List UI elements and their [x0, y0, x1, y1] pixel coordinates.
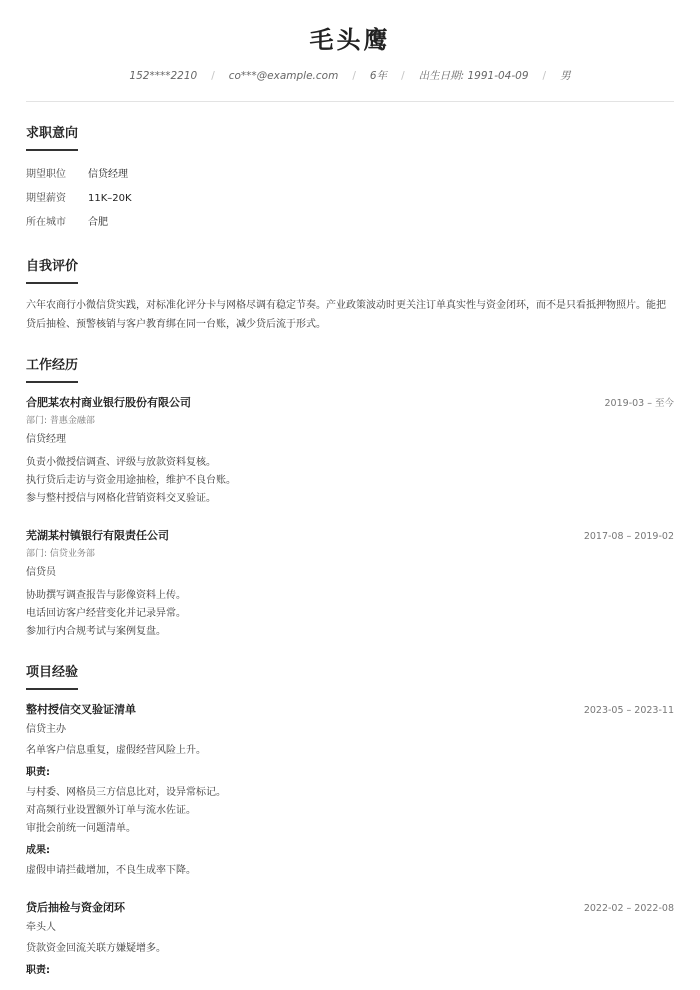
duties-label: 职责:	[26, 965, 50, 976]
intent-value: 合肥	[88, 217, 108, 228]
duty-item: 执行贷后走访与资金用途抽检，维护不良台账。	[26, 475, 236, 486]
section-title: 工作经历	[26, 358, 78, 383]
gender: 男	[560, 70, 571, 82]
duty-item: 协助撰写调查报告与影像资料上传。	[26, 590, 186, 601]
work-years: 6年	[369, 70, 388, 82]
intent-value: 11K–20K	[88, 193, 132, 204]
job-role: 信贷经理	[26, 434, 66, 445]
email-address: co***@example.com	[228, 70, 339, 82]
project-name: 贷后抽检与资金闭环	[26, 901, 125, 914]
intent-row	[26, 187, 674, 211]
birth-date: 出生日期: 1991-04-09	[418, 70, 529, 82]
department: 部门: 信贷业务部	[26, 549, 95, 559]
work-entry	[26, 395, 674, 508]
project-name: 整村授信交叉验证清单	[26, 703, 136, 716]
section-job-intent	[26, 122, 674, 235]
self-evaluation-text: 六年农商行小微信贷实践，对标准化评分卡与网格尽调有稳定节奏。产业政策波动时更关注订单真实性与资金闭环，而不是只看抵押物照片。能把贷后抽检、预警核销与客户教育绑在同一台账，减少贷后流于形式。	[26, 300, 666, 330]
intent-row	[26, 163, 674, 187]
separator: /	[401, 70, 405, 82]
company-name: 合肥某农村商业银行股份有限公司	[26, 396, 191, 409]
section-title: 项目经验	[26, 665, 78, 690]
project-role: 牵头人	[26, 922, 56, 933]
duty-item: 电话回访客户经营变化并记录异常。	[26, 608, 186, 619]
work-duties	[26, 454, 674, 508]
project-duties	[26, 784, 674, 838]
separator: /	[542, 70, 547, 82]
project-entry	[26, 702, 674, 880]
date-range: 2019-03 – 至今	[604, 398, 674, 409]
section-title: 自我评价	[26, 259, 78, 284]
section-self-evaluation	[26, 255, 674, 334]
project-description: 名单客户信息重复，虚假经营风险上升。	[26, 745, 206, 756]
company-name: 芜湖某村镇银行有限责任公司	[26, 529, 169, 542]
intent-key: 所在城市	[26, 217, 66, 228]
intent-list	[26, 163, 674, 235]
duty-item: 参与整村授信与网格化营销资料交叉验证。	[26, 493, 216, 504]
candidate-name: 毛头鹰	[309, 26, 391, 54]
duty-item: 参加行内合规考试与案例复盘。	[26, 626, 166, 637]
job-role: 信贷员	[26, 567, 56, 578]
separator: /	[352, 70, 356, 82]
project-description: 贷款资金回流关联方嫌疑增多。	[26, 943, 166, 954]
duty-item: 审批会前统一问题清单。	[26, 823, 136, 834]
work-entry	[26, 528, 674, 641]
resume-header	[26, 0, 674, 84]
section-projects	[26, 661, 674, 979]
date-range: 2022-02 – 2022-08	[583, 903, 674, 914]
duty-item: 对高频行业设置额外订单与流水佐证。	[26, 805, 196, 816]
contact-line	[26, 68, 674, 84]
intent-key: 期望职位	[26, 169, 66, 180]
section-title: 求职意向	[26, 126, 78, 151]
work-duties	[26, 587, 674, 641]
intent-key: 期望薪资	[26, 193, 66, 204]
date-range: 2017-08 – 2019-02	[583, 531, 674, 542]
duty-item: 与村委、网格员三方信息比对，设异常标记。	[26, 787, 226, 798]
duties-label: 职责:	[26, 767, 50, 778]
section-work-experience	[26, 354, 674, 641]
intent-row	[26, 211, 674, 235]
separator: /	[211, 70, 215, 82]
header-divider	[26, 101, 674, 102]
project-role: 信贷主办	[26, 724, 66, 735]
project-entry	[26, 900, 674, 979]
department: 部门: 普惠金融部	[26, 416, 95, 426]
phone-number: 152****2210	[129, 70, 198, 82]
results-label: 成果:	[26, 845, 50, 856]
intent-value: 信贷经理	[88, 169, 128, 180]
duty-item: 负责小微授信调查、评级与放款资料复核。	[26, 457, 216, 468]
date-range: 2023-05 – 2023-11	[583, 705, 674, 716]
project-result: 虚假申请拦截增加，不良生成率下降。	[26, 865, 196, 876]
